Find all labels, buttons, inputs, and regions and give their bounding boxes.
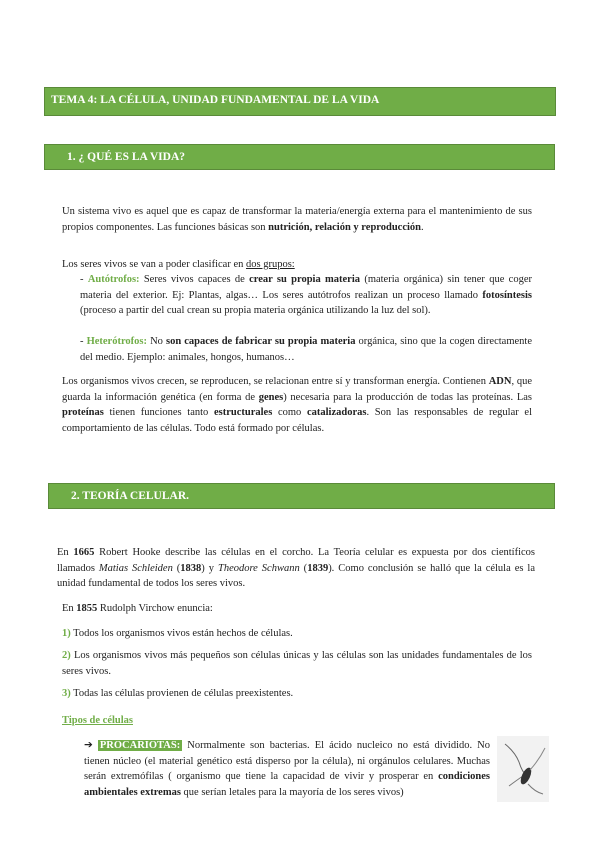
- postulate-1: 1) Todos los organismos vivos están hechos de células.: [62, 628, 293, 639]
- postulate-3: 3) Todas las células provienen de células preexistentes.: [62, 688, 294, 699]
- document-title: TEMA 4: LA CÉLULA, UNIDAD FUNDAMENTAL DE LA VIDA: [44, 87, 556, 116]
- postulate-2: 2) Los organismos vivos más pequeños son células únicas y las células son las unidades fundamentales de los seres vivos.: [62, 650, 532, 677]
- section-heading-2: 2. TEORÍA CELULAR.: [48, 483, 555, 509]
- paragraph-definition: Un sistema vivo es aquel que es capaz de transformar la materia/energía externa para el mantenimiento de sus propios componentes. Las funciones básicas son nutrición, relación y reproducción.: [62, 206, 532, 233]
- paragraph-virchow: En 1855 Rudolph Virchow enuncia:: [62, 603, 213, 614]
- paragraph-classification: Los seres vivos se van a poder clasificar en dos grupos:: [62, 259, 295, 270]
- list-item-autotrofos: - Autótrofos: Seres vivos capaces de crear su propia materia (materia orgánica) sin tener que coger materia del exterior. Ej: Plantas, algas… Los seres autótrofos realizan un proceso llamado fotosíntesis (proceso a partir del cual crean su propia materia orgánica utilizando la luz del sol).: [80, 274, 532, 316]
- list-item-heterotrofos: - Heterótrofos: No son capaces de fabricar su propia materia orgánica, sino que la cogen directamente del medio. Ejemplo: animales, hongos, humanos…: [80, 336, 532, 363]
- list-item-procariotas: ➔ PROCARIOTAS: Normalmente son bacterias. El ácido nucleico no está dividido. No tienen núcleo (el material genético está disperso por la célula), ni orgánulos celulares. Muchas serán extremófilas ( organismo que tiene la capacidad de vivir y prosperar en condiciones ambientales extremas que serían letales para la mayoría de los seres vivos): [84, 739, 491, 798]
- bacteria-image: [497, 736, 549, 802]
- paragraph-history: En 1665 Robert Hooke describe las células en el corcho. La Teoría celular es expuesta por dos científicos llamados Matias Schleiden (1838) y Theodore Schwann (1839). Como conclusión se halló que la célula es la unidad fundamental de todos los seres vivos.: [57, 547, 536, 589]
- cell-types-heading: Tipos de células: [62, 715, 133, 726]
- paragraph-organisms: Los organismos vivos crecen, se reproducen, se relacionan entre sí y transforman energía. Contienen ADN, que guarda la información genética (en forma de genes) necesaria para la producción de todas las proteínas. Las proteínas tienen funciones tanto estructurales como catalizadoras. Son las responsables de regular el comportamiento de las células. Todo está formado por células.: [62, 376, 533, 434]
- section-heading-1: 1. ¿ QUÉ ES LA VIDA?: [44, 144, 555, 170]
- arrow-icon: ➔: [84, 739, 93, 751]
